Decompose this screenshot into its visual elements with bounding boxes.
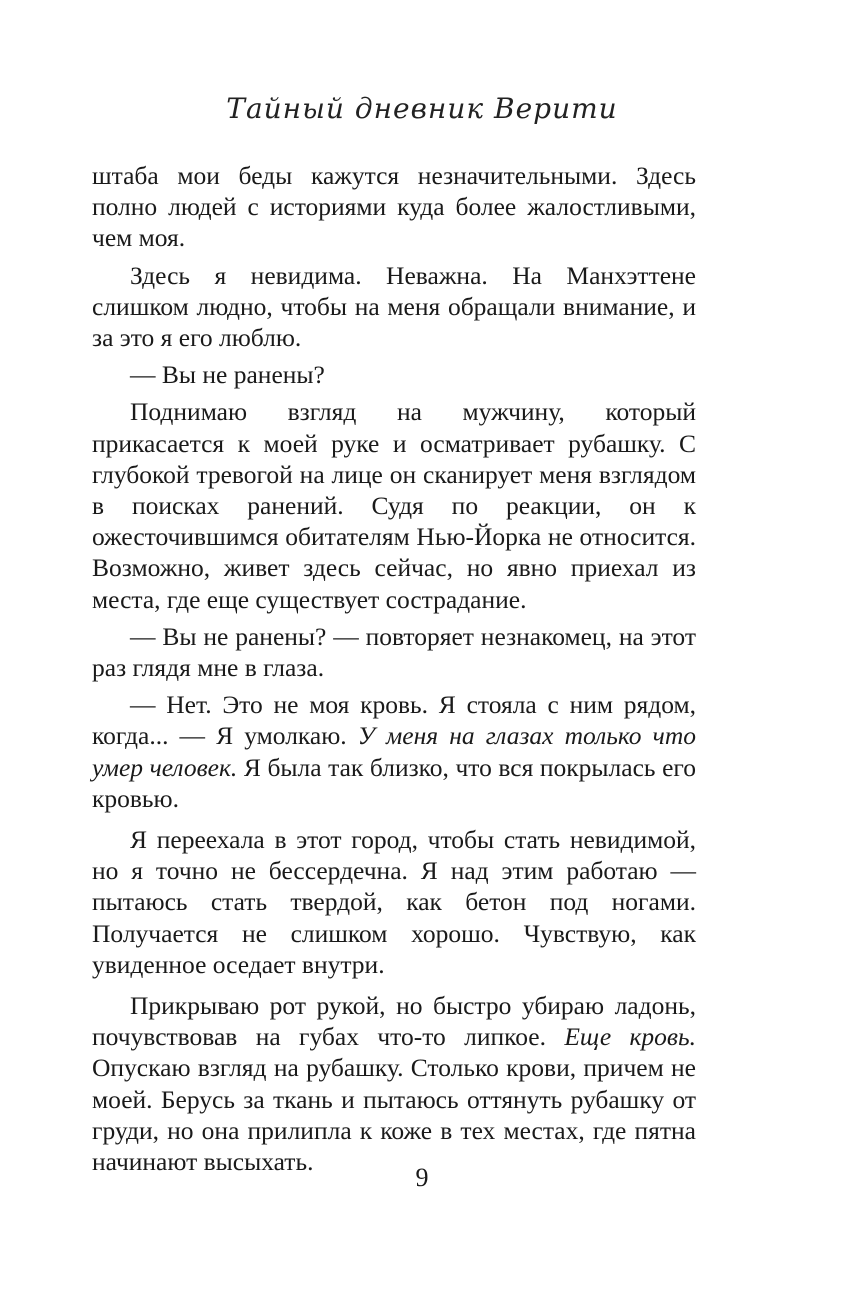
text-segment: Я переехала в этот город, чтобы стать невидимой, но я точно не бессердечна. Я над этим работаю — пытаюсь стать твердой, как бетон под ногами. Получается не слишком хорошо. Чувствую, как увиденное оседает внутри. — [92, 825, 696, 979]
body-text — [92, 160, 696, 1177]
paragraph — [92, 621, 696, 683]
text-segment: — Нет. Это не моя кровь. Я стояла с ним рядом, когда... — Я умолкаю. — [92, 690, 696, 751]
paragraph — [92, 160, 696, 254]
paragraph — [92, 689, 696, 814]
text-segment: штаба мои беды кажутся незначительными. Здесь полно людей с историями куда более жалостливыми, чем моя. — [92, 161, 696, 253]
text-segment: Поднимаю взгляд на мужчину, который прикасается к моей руке и осматривает рубашку. С глубокой тревогой на лице он сканирует меня взглядом в поисках ранений. Судя по реакции, он к ожесточившимся обитателям Нью-Йорка не относится. Возможно, живет здесь сейчас, но явно приехал из места, где еще существует сострадание. — [92, 397, 696, 614]
paragraph — [92, 260, 696, 354]
italic-segment: У меня на глазах только что умер человек. — [92, 721, 696, 782]
paragraph — [92, 824, 696, 980]
text-segment: — Вы не ранены? — повторяет незнакомец, на этот раз глядя мне в глаза. — [92, 621, 696, 683]
text-segment: Прикрываю рот рукой, но быстро убираю ладонь, почувствовав на губах что-то липкое. — [92, 991, 696, 1052]
italic-segment: Еще кровь. — [564, 1022, 696, 1052]
text-segment: Я была так близко, что вся покрылась его кровью. — [92, 752, 696, 813]
running-head-title: Тайный дневник Верити — [226, 92, 618, 125]
paragraph — [92, 396, 696, 614]
paragraph — [92, 990, 696, 1177]
text-segment: Опускаю взгляд на рубашку. Столько крови, причем не моей. Берусь за ткань и пытаюсь оттянуть рубашку от груди, но она прилипла к коже в тех местах, где пятна начинают высыхать. — [92, 1053, 696, 1177]
text-segment: Здесь я невидима. Неважна. На Манхэттене слишком людно, чтобы на меня обращали внимание, и за это я его люблю. — [92, 260, 696, 353]
text-segment: — Вы не ранены? — [130, 360, 325, 390]
paragraph — [92, 359, 696, 390]
page-number: 9 — [415, 1163, 429, 1192]
